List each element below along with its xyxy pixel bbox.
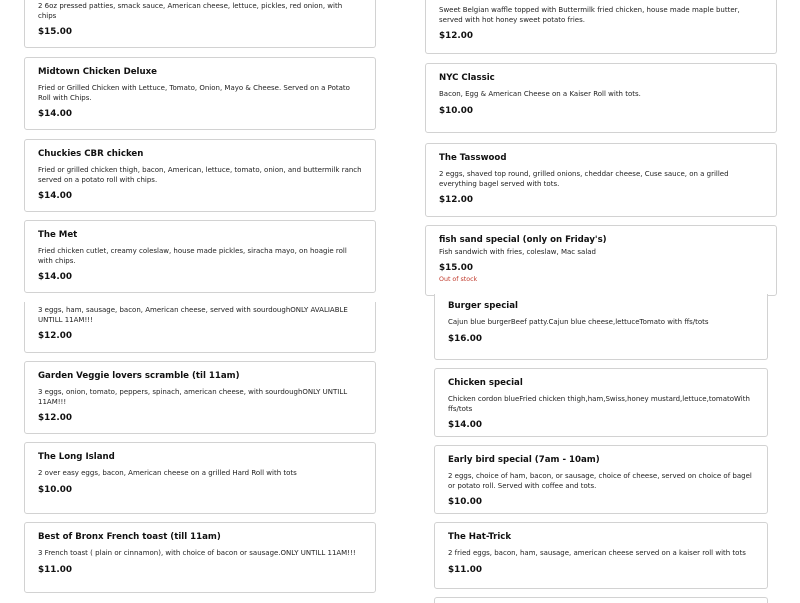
item-title: Burger special [448, 301, 518, 311]
menu-item-card[interactable] [434, 597, 768, 603]
item-title: The Tasswood [439, 153, 507, 163]
menu-item-card[interactable] [434, 445, 768, 514]
item-price: $16.00 [448, 333, 482, 344]
item-description: Bacon, Egg & American Cheese on a Kaiser Roll with tots. [439, 90, 641, 98]
out-of-stock-label: Out of stock [439, 275, 478, 283]
item-title: The Hat-Trick [448, 532, 512, 542]
item-description: 2 fried eggs, bacon, ham, sausage, american cheese served on a kaiser roll with tots [448, 549, 746, 557]
menu-item-card[interactable] [24, 522, 376, 593]
menu-item-card[interactable] [24, 302, 376, 353]
menu-item-card[interactable] [425, 143, 777, 217]
item-description: 3 eggs, onion, tomato, peppers, spinach, american cheese, with sourdoughONLY UNTILL 11AM!!! [38, 388, 348, 406]
menu-item-card[interactable] [434, 522, 768, 589]
item-price: $12.00 [38, 413, 72, 423]
item-price: $12.00 [38, 331, 72, 341]
item-description: 3 eggs, ham, sausage, bacon, American cheese, served with sourdoughONLY AVALIABLE UNTILL 11AM!!! [38, 306, 348, 324]
item-title: Best of Bronx French toast (till 11am) [38, 532, 221, 542]
item-price: $14.00 [38, 272, 72, 282]
item-price: $10.00 [448, 497, 482, 507]
item-price: $15.00 [439, 262, 473, 273]
item-description: 3 French toast ( plain or cinnamon), with choice of bacon or sausage.ONLY UNTILL 11AM!!! [38, 549, 356, 557]
item-title: NYC Classic [439, 73, 495, 83]
item-title: fish sand special (only on Friday's) [439, 235, 607, 245]
menu-item-card[interactable] [24, 139, 376, 212]
menu-item-card[interactable] [24, 220, 376, 293]
item-title: The Met [38, 230, 78, 240]
item-price: $12.00 [439, 195, 473, 205]
menu-item-card[interactable] [434, 368, 768, 437]
item-price: $12.00 [439, 31, 473, 41]
menu-item-card[interactable] [434, 294, 768, 360]
item-title: Chuckies CBR chicken [38, 149, 144, 159]
item-description: Sweet Belgian waffle topped with Buttermilk fried chicken, house made maple butter, served with hot honey sweet potato fries. [439, 6, 740, 24]
item-description: Fish sandwich with fries, coleslaw, Mac salad [439, 248, 596, 256]
item-description: Chicken cordon blueFried chicken thigh,ham,Swiss,honey mustard,lettuce,tomatoWith ffs/tots [448, 395, 750, 413]
item-price: $11.00 [38, 564, 72, 575]
item-description: 2 eggs, shaved top round, grilled onions, cheddar cheese, Cuse sauce, on a grilled everything bagel served with tots. [439, 170, 729, 188]
menu-item-card[interactable] [24, 57, 376, 130]
item-title: Chicken special [448, 378, 523, 388]
menu-item-card[interactable] [24, 442, 376, 514]
menu-item-card[interactable] [24, 361, 376, 434]
item-description: 2 6oz pressed patties, smack sauce, American cheese, lettuce, pickles, red onion, with chips [38, 2, 343, 20]
item-price: $10.00 [38, 484, 72, 495]
item-title: Midtown Chicken Deluxe [38, 67, 157, 77]
item-title: The Long Island [38, 452, 115, 462]
menu-item-card[interactable] [425, 225, 777, 296]
menu-item-card[interactable] [425, 0, 777, 54]
item-description: Fried or Grilled Chicken with Lettuce, Tomato, Onion, Mayo & Cheese. Served on a Potato Roll with Chips. [38, 84, 350, 102]
menu-item-card[interactable] [425, 63, 777, 133]
item-description: Cajun blue burgerBeef patty.Cajun blue cheese,lettuceTomato with ffs/tots [448, 318, 709, 326]
item-price: $10.00 [439, 105, 473, 116]
item-description: Fried or grilled chicken thigh, bacon, American, lettuce, tomato, onion, and buttermilk ranch served on a potato roll with chips. [38, 166, 362, 184]
item-price: $11.00 [448, 564, 482, 575]
item-description: Fried chicken cutlet, creamy coleslaw, house made pickles, siracha mayo, on hoagie roll with chips. [38, 247, 347, 265]
item-title: Garden Veggie lovers scramble (til 11am) [38, 371, 240, 381]
item-price: $14.00 [38, 109, 72, 119]
item-price: $14.00 [38, 191, 72, 201]
item-description: 2 over easy eggs, bacon, American cheese on a grilled Hard Roll with tots [38, 469, 297, 477]
item-price: $14.00 [448, 420, 482, 430]
item-description: 2 eggs, choice of ham, bacon, or sausage, choice of cheese, served on choice of bagel or potato roll. Served with coffee and tots. [448, 472, 752, 490]
item-price: $15.00 [38, 27, 72, 37]
item-title: Early bird special (7am - 10am) [448, 455, 600, 465]
menu-item-card[interactable] [24, 0, 376, 48]
